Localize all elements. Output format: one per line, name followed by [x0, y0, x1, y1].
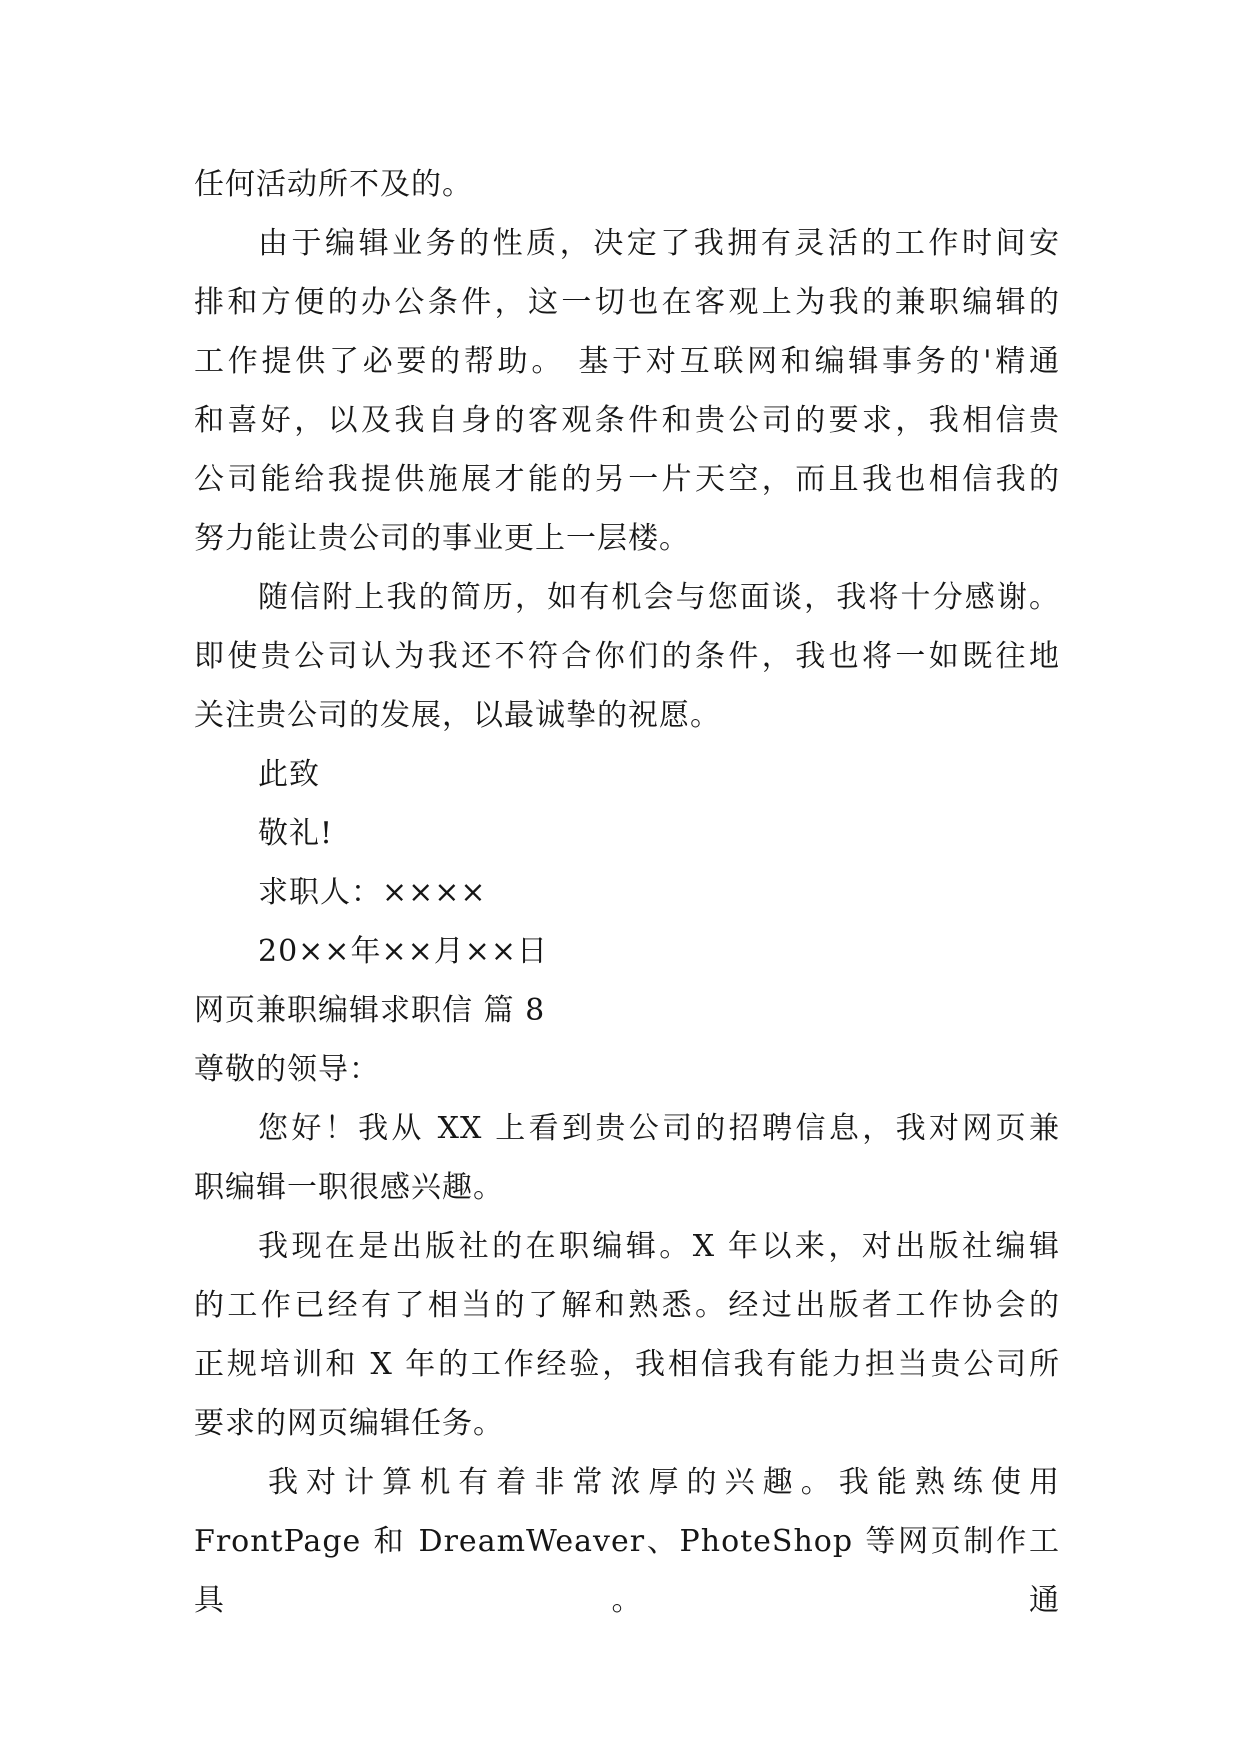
closing-regards: 敬礼! [258, 816, 334, 851]
paragraph-line: 即使贵公司认为我还不符合你们的条件，我也将一如既往地 [194, 639, 1060, 674]
document-body [194, 155, 1060, 1618]
greeting-line: 尊敬的领导： [194, 1052, 380, 1087]
signer-line: 求职人：×××× [258, 875, 487, 910]
paragraph-line: 由于编辑业务的性质，决定了我拥有灵活的工作时间安 [258, 226, 1060, 261]
paragraph-line: 要求的网页编辑任务。 [194, 1406, 504, 1441]
paragraph-line: 我对计算机有着非常浓厚的兴趣。我能熟练使用 [268, 1465, 1060, 1500]
paragraph-line: 职编辑一职很感兴趣。 [194, 1170, 504, 1205]
date-line: 20××年××月××日 [258, 934, 548, 969]
paragraph-line: 努力能让贵公司的事业更上一层楼。 [194, 521, 690, 556]
paragraph-line: 关注贵公司的发展，以最诚挚的祝愿。 [194, 698, 721, 733]
paragraph-line: 和喜好，以及我自身的客观条件和贵公司的要求，我相信贵 [194, 403, 1060, 438]
paragraph-line: 您好！我从 XX 上看到贵公司的招聘信息，我对网页兼 [258, 1111, 1060, 1146]
paragraph-line: 随信附上我的简历，如有机会与您面谈，我将十分感谢。 [258, 580, 1060, 615]
section-heading: 网页兼职编辑求职信 篇 8 [194, 993, 546, 1028]
closing-salutation: 此致 [258, 757, 320, 792]
paragraph-line: 任何活动所不及的。 [194, 167, 473, 202]
paragraph-line: 正规培训和 X 年的工作经验，我相信我有能力担当贵公司所 [194, 1347, 1060, 1382]
paragraph-line: 的工作已经有了相当的了解和熟悉。经过出版者工作协会的 [194, 1288, 1060, 1323]
paragraph-line: 我现在是出版社的在职编辑。X 年以来，对出版社编辑 [258, 1229, 1060, 1264]
paragraph-line: 公司能给我提供施展才能的另一片天空，而且我也相信我的 [194, 462, 1060, 497]
paragraph-line: 工作提供了必要的帮助。 基于对互联网和编辑事务的'精通 [194, 344, 1060, 379]
paragraph-line: 排和方便的办公条件，这一切也在客观上为我的兼职编辑的 [194, 285, 1060, 320]
paragraph-line: FrontPage 和 DreamWeaver、PhoteShop 等网页制作工具。通 [194, 1524, 1060, 1618]
